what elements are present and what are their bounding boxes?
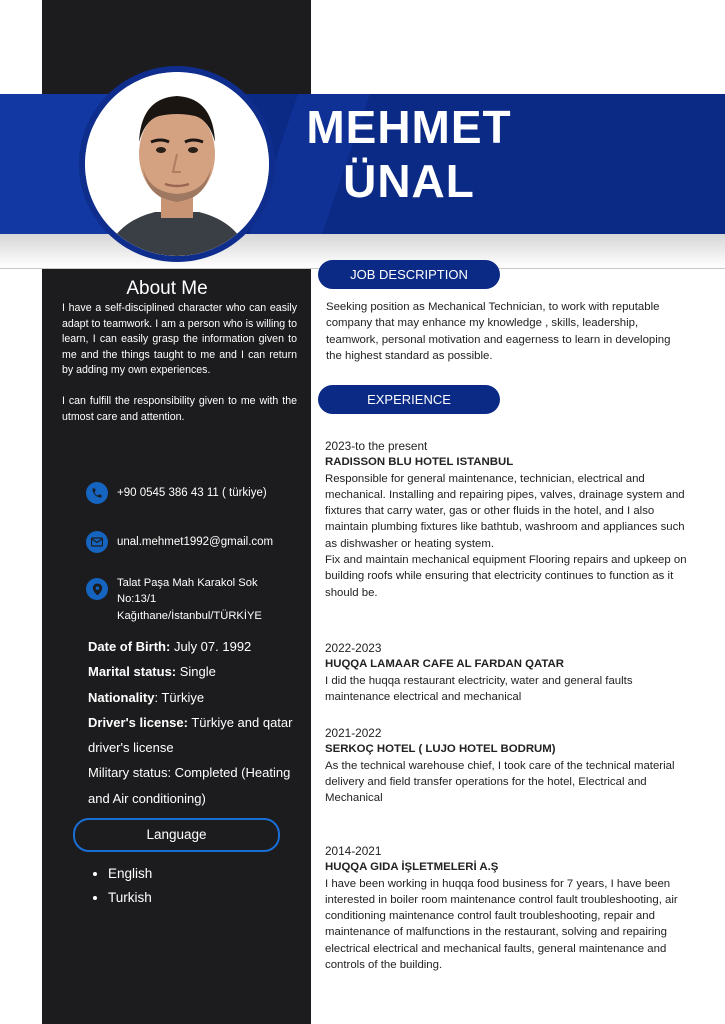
address [117,575,262,624]
dob-row [88,634,303,659]
marital-row [88,659,303,684]
experience-description: I did the huqqa restaurant electricity, water and general faults maintenance electrical and mechanical [325,674,633,703]
experience-years: 2014-2021 [325,844,382,858]
job-description-heading: JOB DESCRIPTION [318,260,500,289]
contact-phone[interactable] [86,482,267,504]
experience-company: HUQQA GIDA İŞLETMELERİ A.Ş [325,861,499,874]
marital-label: Marital status: [88,664,177,680]
nationality-label: Nationality [88,689,155,705]
personal-details [88,634,303,811]
experience-heading: EXPERIENCE [318,385,500,414]
dob-value: July 07. 1992 [170,639,252,654]
experience-item [325,640,695,705]
contact-address [86,575,262,624]
address-line: Talat Paşa Mah Karakol Sok [117,577,258,589]
email-icon [86,531,108,553]
phone-number: +90 0545 386 43 11 ( türkiye) [117,487,267,499]
last-name: ÜNAL [343,155,475,207]
experience-years: 2021-2022 [325,726,382,740]
nationality-value: : Türkiye [154,689,205,705]
profile-photo [85,72,269,256]
experience-item [325,843,695,973]
experience-description: As the technical warehouse chief, I took care of the technical material delivery and field transfer operations for the hotel, Electrical and Mechanical [325,759,675,805]
experience-company: RADISSON BLU HOTEL ISTANBUL [325,456,514,469]
experience-years: 2022-2023 [325,641,382,655]
experience-company: HUQQA LAMAAR CAFE AL FARDAN QATAR [325,658,564,671]
military-row: Military status: Completed (Heating and Air conditioning) [88,765,291,806]
language-heading: Language [73,818,280,852]
experience-description: I have been working in huqqa food business for 7 years, I have been interested in boiler room maintenance control fault troubleshooting, air conditioning maintenance control fault troubleshooting, repair and maintenance of malfunctions in the restaurant, solving and repairing electrical electrical and mechanical faults, general maintenance and controls of the building. [325,877,678,972]
nationality-row [88,685,303,710]
experience-years: 2023-to the present [325,439,428,453]
experience-company: SERKOÇ HOTEL ( LUJO HOTEL BODRUM) [325,743,556,756]
language-item: • Turkish [108,886,152,910]
license-row [88,710,303,761]
marital-value: Single [176,664,216,680]
phone-icon [86,482,108,504]
location-pin-icon [86,578,108,600]
email-address: unal.mehmet1992@gmail.com [117,536,274,548]
license-label: Driver's license: [88,714,188,730]
language-list [88,862,152,910]
about-me-text [62,301,297,440]
address-line: No:13/1 [117,593,157,606]
language-item: • English [108,862,152,886]
experience-description: Responsible for general maintenance, technician, electrical and mechanical. Installing and repairing pipes, valves, drainage system and fixtures that carry water, gas or other fluids in the hotel, and I also maintain plumbing fixtures like bathtub, washroom and appliances such as dishwasher or heating system. [325,472,685,550]
first-name: MEHMET [306,101,512,153]
about-paragraph: I have a self-disciplined character who can easily adapt to teamwork. I am a person who is willing to learn, I can easily grasp the information given to me and the things taught to me and I can return by adding my own experiences. [62,302,297,377]
job-description-text: Seeking position as Mechanical Technician, to work with reputable company that may enhance my knowledge , skills, leadership, teamwork, personal motivation and eagerness to learn in developing the highest standard as possible. [326,301,671,362]
dob-label: Date of Birth: [88,639,171,654]
address-line: Kağıthane/İstanbul/TÜRKİYE [117,609,262,622]
experience-description: Fix and maintain mechanical equipment Flooring repairs and upkeep on building roofs while ensuring that electricity continues to function as it should be. [325,554,687,599]
candidate-name [294,100,524,208]
license-value: Türkiye and qatar driver's license [88,714,293,756]
experience-item [325,438,695,601]
experience-item [325,725,695,806]
about-paragraph: I can fulfill the responsibility given to me with the utmost care and attention. [62,394,297,423]
about-me-title: About Me [126,278,208,299]
contact-email[interactable] [86,531,273,553]
